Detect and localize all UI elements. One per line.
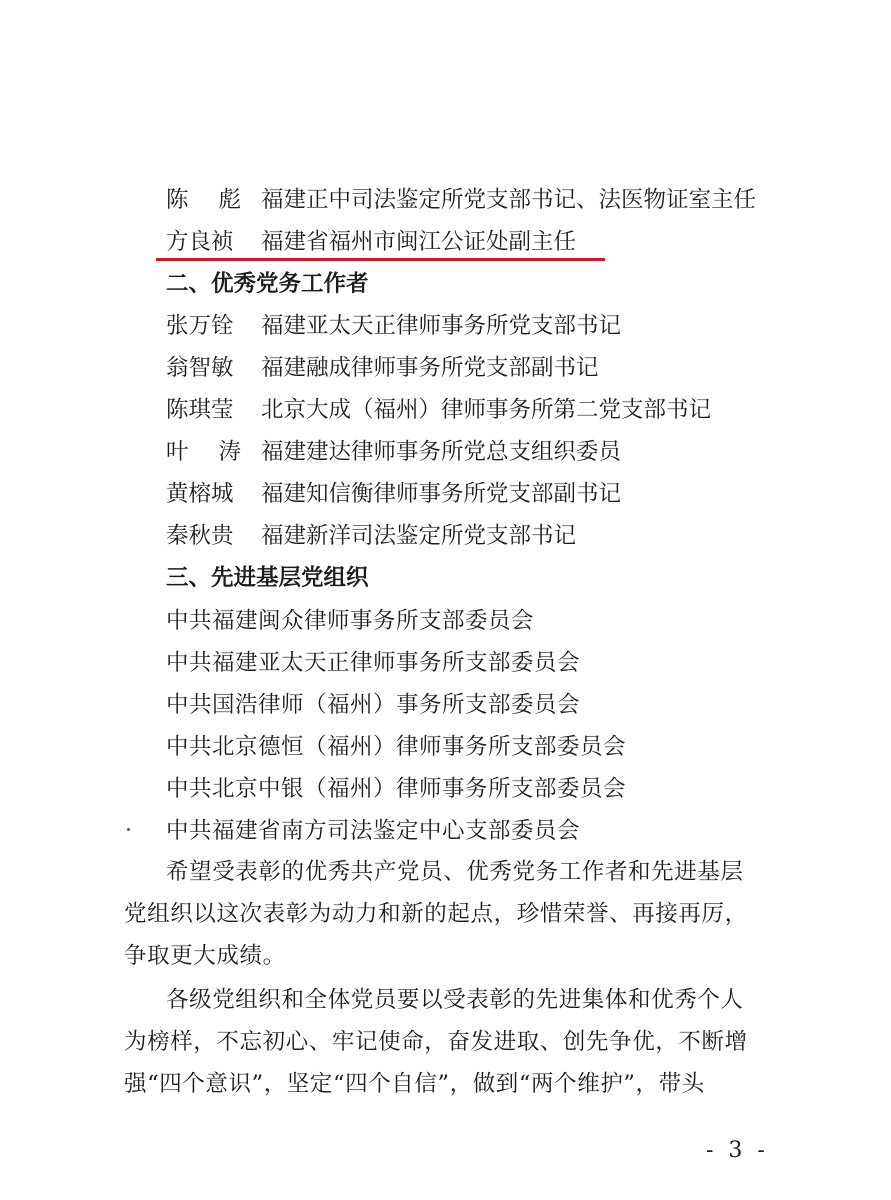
page-number: - 3 - <box>706 1138 769 1163</box>
award-row <box>166 432 621 472</box>
organization-item: 中共福建省南方司法鉴定中心支部委员会 <box>166 818 581 844</box>
organization-item: 中共北京德恒（福州）律师事务所支部委员会 <box>166 734 627 760</box>
award-row-highlighted <box>166 222 576 262</box>
person-role: 福建省福州市闽江公证处副主任 <box>261 229 577 255</box>
body-paragraph-2 <box>124 979 774 1105</box>
person-role: 福建正中司法鉴定所党支部书记、法医物证室主任 <box>261 187 757 213</box>
section-heading-party-organizations: 三、先进基层党组织 <box>166 565 369 591</box>
body-paragraph-1 <box>124 851 774 977</box>
person-name: 叶涛 <box>166 439 272 465</box>
scan-speck <box>127 828 130 831</box>
person-name: 黄榕城 <box>166 481 234 507</box>
paragraph-line: 为榜样，不忘初心、牢记使命，奋发进取、创先争优，不断增 <box>124 1029 748 1055</box>
organization-item: 中共北京中银（福州）律师事务所支部委员会 <box>166 776 627 802</box>
person-role: 福建新洋司法鉴定所党支部书记 <box>261 523 577 549</box>
paragraph-line: 各级党组织和全体党员要以受表彰的先进集体和优秀个人 <box>166 987 744 1013</box>
paragraph-line: 党组织以这次表彰为动力和新的起点，珍惜荣誉、再接再厉， <box>124 901 748 927</box>
award-row <box>166 180 756 220</box>
red-highlight-underline <box>156 258 605 261</box>
person-name: 陈彪 <box>166 187 272 213</box>
paragraph-line: 强“四个意识”，坚定“四个自信”，做到“两个维护”，带头 <box>124 1071 705 1097</box>
person-role: 福建融成律师事务所党支部副书记 <box>261 355 599 381</box>
award-row <box>166 474 621 514</box>
person-name: 方良祯 <box>166 229 234 255</box>
person-name: 张万铨 <box>166 313 234 339</box>
person-role: 北京大成（福州）律师事务所第二党支部书记 <box>261 397 712 423</box>
organization-item: 中共国浩律师（福州）事务所支部委员会 <box>166 692 581 718</box>
award-row <box>166 348 599 388</box>
person-role: 福建建达律师事务所党总支组织委员 <box>261 439 622 465</box>
organization-item: 中共福建亚太天正律师事务所支部委员会 <box>166 650 581 676</box>
award-row <box>166 516 576 556</box>
section-heading-party-workers: 二、优秀党务工作者 <box>166 271 369 297</box>
person-name: 翁智敏 <box>166 355 234 381</box>
person-role: 福建知信衡律师事务所党支部副书记 <box>261 481 622 507</box>
person-name: 秦秋贵 <box>166 523 234 549</box>
paragraph-line: 争取更大成绩。 <box>124 943 286 969</box>
organization-item: 中共福建闽众律师事务所支部委员会 <box>166 608 535 634</box>
person-role: 福建亚太天正律师事务所党支部书记 <box>261 313 622 339</box>
award-row <box>166 306 621 346</box>
paragraph-line: 希望受表彰的优秀共产党员、优秀党务工作者和先进基层 <box>166 859 744 885</box>
award-row <box>166 390 711 430</box>
person-name: 陈琪莹 <box>166 397 234 423</box>
